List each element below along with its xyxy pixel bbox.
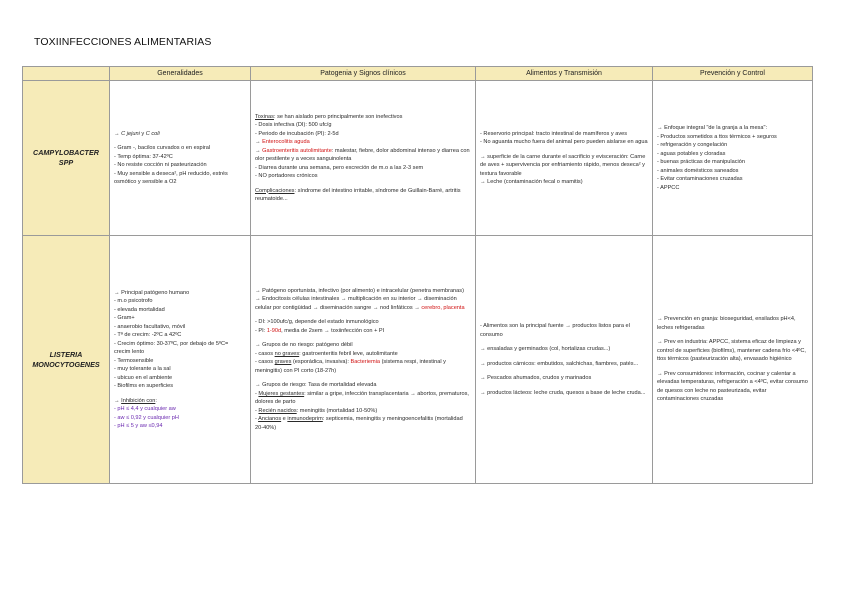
list-item: - pH ≤ 5 y aw ≤0,94: [114, 423, 163, 429]
header-patogenia: Patogenia y Signos clínicos: [251, 67, 476, 81]
endocitosis-line: [255, 295, 471, 312]
list-item: - Productos sometidos a ttos térmicos + seguros: [657, 133, 777, 140]
complicaciones-text: : síndrome del intestino irritable, síndrome de Guillain-Barré, artritis reumatoide...: [255, 187, 461, 202]
toxiinfecciones-table: [22, 66, 813, 484]
casos-graves-line: [255, 358, 471, 375]
mujeres-text: : similar a gripe, infección transplacentaria → abortos, prematuros, dolores de parto: [255, 390, 469, 406]
gastroenteritis-line: [255, 147, 471, 164]
list-item: - Diarrea durante una semana, pero excreción de m.o a las 2-3 sem: [255, 164, 424, 171]
arrow-icon: →: [114, 130, 122, 137]
list-item: → Leche (contaminación fecal o mamitis): [480, 179, 583, 185]
toxinas-label: Toxinas: [255, 113, 274, 120]
list-item: - Gram+: [114, 315, 135, 321]
list-item: - NO portadores crónicos: [255, 173, 318, 179]
rn-text: : meningitis (mortalidad 10-50%): [296, 407, 378, 414]
endocitosis-red: cerebro, placenta: [421, 304, 465, 311]
list-item: → productos lácteos: leche cruda, quesos a base de leche cruda...: [480, 389, 646, 396]
list-item: → Grupos de no riesgo: patógeno débil: [255, 342, 353, 349]
bacteriemia-label: Bacteriemia: [350, 359, 381, 366]
species-b: C coli: [145, 130, 160, 137]
enterocolitis-label: Enterocolitis aguda: [262, 139, 310, 145]
row-label-listeria: LISTERIA MONOCYTOGENES: [23, 236, 110, 484]
cell-campylobacter-generalidades: [110, 81, 251, 236]
table-row-campylobacter: [23, 81, 813, 236]
header-alimentos: Alimentos y Transmisión: [476, 67, 653, 81]
rn-prefix: -: [255, 407, 259, 414]
cell-listeria-patogenia: [251, 236, 476, 484]
list-item: → Enfoque integral "de la granja a la mesa":: [657, 125, 768, 131]
cell-listeria-generalidades: [110, 236, 251, 484]
pi-line: [255, 327, 471, 336]
casos-a-text: : gastroenteritis febril leve, autolimitante: [299, 350, 398, 357]
arrow-icon: →: [114, 397, 122, 404]
anc-text: : septicemia, meningitis y meningoencefalitis (mortalidad 20-40%): [255, 416, 463, 431]
list-item: - Biofilms en superficies: [114, 383, 174, 389]
list-item: - DI: >100ufc/g, depende del estado inmunológico: [255, 319, 379, 326]
header-row: [23, 67, 813, 81]
list-item: → Prev en industria: APPCC, sistema eficaz de limpieza y control de superficies (biofilms), mantener cadena frío <4ºC, ttos térmicos (pasteurización alta), envasado higiénico: [657, 339, 806, 363]
arrow-icon: →: [255, 147, 263, 154]
list-item: - ubicuo en el ambiente: [114, 374, 173, 381]
list-item: - Dosis infectiva (DI): 500 ufc/g: [255, 122, 332, 128]
cell-listeria-prevencion: [653, 236, 813, 484]
species-line: [114, 130, 246, 139]
mujeres-label: Mujeres gestantes: [258, 390, 305, 397]
list-item: - refrigeración y congelación: [657, 142, 728, 148]
header-generalidades: Generalidades: [110, 67, 251, 81]
anc-label-2: inmunodeprim: [287, 416, 323, 423]
header-corner: [23, 67, 110, 81]
rn-label: Recién nacidos: [258, 407, 297, 414]
list-item: - Gram -, bacilos curvados o en espiral: [114, 145, 211, 151]
recien-nacidos-line: [255, 407, 471, 416]
species-a: C jejuni: [121, 130, 140, 137]
toxinas-text: : se han aislado pero principalmente son inefectivos: [273, 113, 403, 120]
list-item: - aw ≤ 0,92 y cualquier pH: [114, 414, 179, 421]
casos-b-prefix: - casos: [255, 359, 275, 366]
list-item: - Temp óptima: 37-42ºC: [114, 153, 173, 160]
gastroenteritis-text: : malestar, fiebre, dolor abdominal intenso y diarrea con olor pestilente y a veces sanguinolenta: [255, 147, 470, 162]
cell-listeria-alimentos: [476, 236, 653, 484]
list-item: → Prev consumidores: información, cocinar y calentar a elevadas temperaturas, refrigeración a <4ºC, evitar consumo de quesos con leche no pasteurizada, evitar contaminaciones cruzadas: [657, 370, 808, 403]
complicaciones-line: [255, 187, 471, 204]
endocitosis-text: → Endocitosis células intestinales → multiplicación en su interior → diseminación celular por contigüidad → diseminación sangre → nod linfáticos →: [255, 296, 457, 311]
inhibicion-line: [114, 397, 246, 406]
list-item: → Prevención en granja: bioseguridad, ensilados pH<4, leches refrigeradas: [657, 316, 796, 331]
list-item: - elevada mortalidad: [114, 306, 165, 313]
list-item: → Patógeno oportunista, infectivo (por alimento) e intracelular (penetra membranas): [255, 287, 464, 294]
list-item: - aguas potables y cloradas: [657, 150, 726, 157]
list-item: - m.o psicotrofo: [114, 298, 153, 304]
list-item: → Grupos de riesgo: Tasa de mortalidad elevada: [255, 382, 377, 389]
anc-label: Ancianos: [258, 416, 282, 423]
enterocolitis-line: [255, 138, 471, 147]
list-item: → Principal patógeno humano: [114, 289, 190, 296]
list-item: - muy tolerante a la sal: [114, 366, 171, 372]
list-item: - Periodo de incubación (PI): 2-5d: [255, 130, 339, 137]
list-item: - No aguanta mucho fuera del animal pero pueden aislarse en agua: [480, 139, 648, 145]
list-item: - anaerobio facultativo, móvil: [114, 323, 186, 330]
mujeres-line: [255, 390, 471, 407]
list-item: - Reservorio principal: tracto intestinal de mamíferos y aves: [480, 130, 628, 137]
list-item: - animales domésticos saneados: [657, 167, 739, 174]
list-item: - Termosensible: [114, 357, 154, 364]
arrow-icon: →: [255, 139, 263, 145]
header-prevencion: Prevención y Control: [653, 67, 813, 81]
casos-a-prefix: - casos: [255, 350, 275, 357]
list-item: - No resiste cocción ni pasteurización: [114, 162, 207, 168]
list-item: - Muy sensible a deseca², pH reducido, estrés osmótico y sensible a O2: [114, 170, 228, 185]
pi-red: 1-90d: [266, 327, 282, 334]
casos-b-text-2: (sistema respi, intestinal y meningitis) con PI corto (18-27h): [255, 359, 446, 374]
inhibicion-label: Inhibición con: [121, 397, 156, 404]
document-title: TOXIINFECCIONES ALIMENTARIAS: [34, 36, 212, 48]
anc-prefix: -: [255, 416, 259, 423]
casos-b-label: graves: [274, 359, 292, 366]
list-item: - buenas prácticas de manipulación: [657, 159, 745, 165]
list-item: → superficie de la carne durante el sacrificio y evisceración: Carne de aves + supervivencia por enfriamiento rápido, menos deseca² y textura favorable: [480, 153, 646, 177]
cell-campylobacter-alimentos: [476, 81, 653, 236]
list-item: - APPCC: [657, 184, 680, 191]
pi-text: , media de 2sem → toxiinfección con + PI: [281, 327, 385, 334]
list-item: - Evitar contaminaciones cruzadas: [657, 176, 743, 182]
cell-campylobacter-prevencion: [653, 81, 813, 236]
casos-no-graves-line: [255, 350, 471, 359]
ancianos-line: [255, 415, 471, 432]
casos-a-label: no graves: [274, 350, 300, 357]
gastroenteritis-label: Gastroenteritis autolimitante: [262, 147, 332, 154]
list-item: → ensaladas y germinados (col, hortalizas crudas...): [480, 346, 611, 352]
list-item: - pH ≤ 4,4 y cualquier aw: [114, 406, 176, 412]
inhibicion-colon: :: [155, 397, 157, 404]
pi-prefix: - PI:: [255, 327, 267, 334]
casos-b-text: (esporádica, invasiva):: [291, 359, 351, 366]
list-item: → Pescados ahumados, crudos y marinados: [480, 375, 592, 381]
row-label-campylobacter: CAMPYLOBACTER SPP: [23, 81, 110, 236]
anc-mid: e: [281, 416, 288, 423]
complicaciones-label: Complicaciones: [255, 187, 295, 194]
list-item: - Crecim óptimo: 30-37ºC, por debajo de 5ºC= crecim lento: [114, 340, 229, 355]
list-item: - Tª de crecim: -2ºC a 42ºC: [114, 332, 182, 338]
list-item: → productos cárnicos: embutidos, salchichas, fiambres, patés...: [480, 360, 639, 367]
table-row-listeria: [23, 236, 813, 484]
toxinas-line: [255, 113, 471, 122]
list-item: - Alimentos son la principal fuente → productos listos para el consumo: [480, 323, 630, 338]
species-and: y: [139, 130, 146, 137]
mujeres-prefix: -: [255, 390, 259, 397]
cell-campylobacter-patogenia: [251, 81, 476, 236]
